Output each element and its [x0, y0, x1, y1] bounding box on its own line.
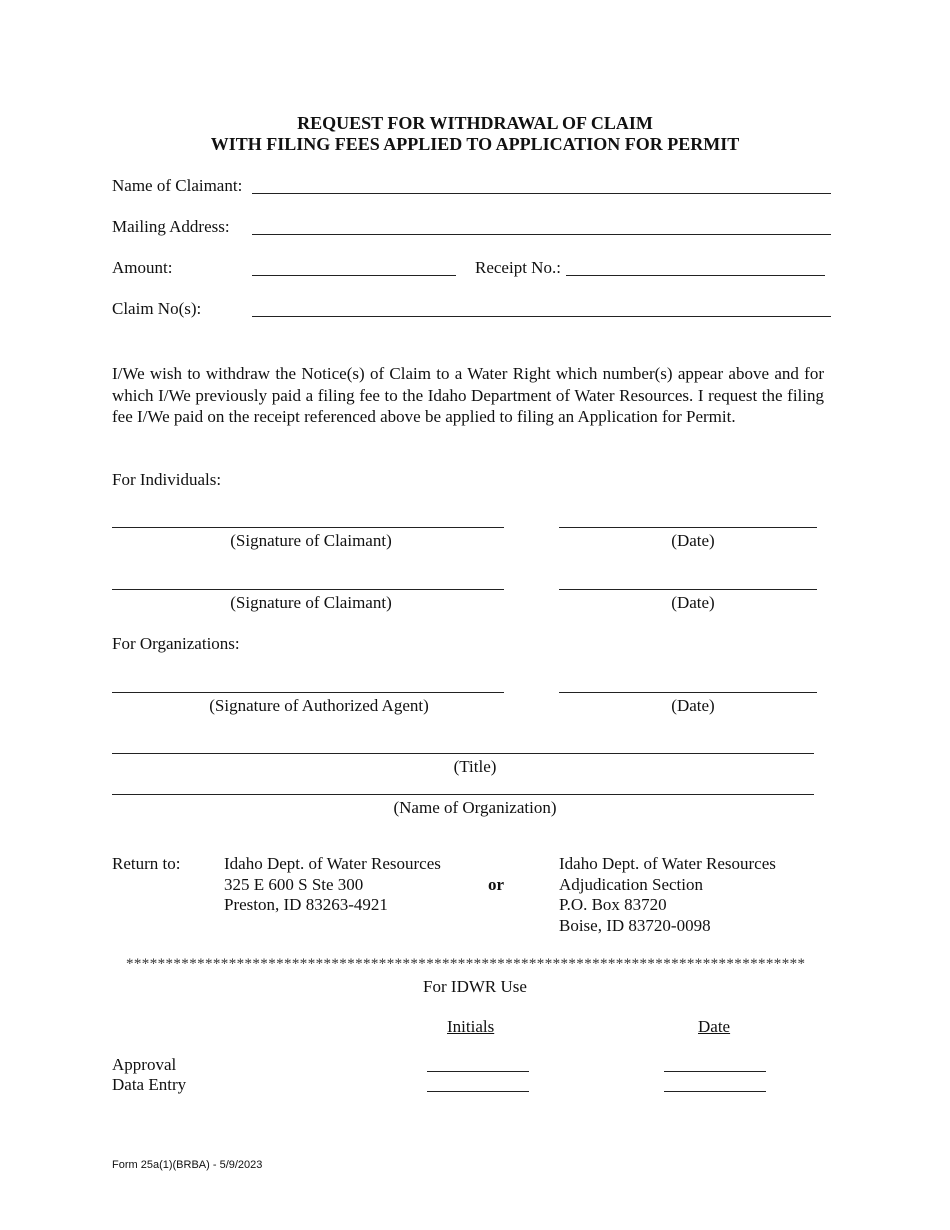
- return-to-label: Return to:: [112, 854, 181, 873]
- initials-column-header: Initials: [447, 1017, 495, 1036]
- receipt-no-field[interactable]: [566, 275, 825, 276]
- agent-date-line[interactable]: [559, 692, 817, 693]
- mailing-address-label: Mailing Address:: [112, 217, 230, 236]
- data-entry-row-label: Data Entry: [112, 1075, 187, 1094]
- agent-signature-line[interactable]: [112, 692, 504, 693]
- claimant-signature-label-2: (Signature of Claimant): [230, 593, 392, 612]
- individuals-heading: For Individuals:: [112, 470, 222, 489]
- data-entry-initials-line[interactable]: [427, 1091, 529, 1092]
- address-line: Adjudication Section: [559, 874, 704, 894]
- claimant-signature-line-2[interactable]: [112, 589, 504, 590]
- data-entry-date-line[interactable]: [664, 1091, 766, 1092]
- form-title-line1: REQUEST FOR WITHDRAWAL OF CLAIM: [297, 113, 653, 133]
- organization-name-line[interactable]: [112, 794, 814, 795]
- claimant-name-label: Name of Claimant:: [112, 176, 243, 195]
- address-line: Idaho Dept. of Water Resources: [559, 854, 776, 873]
- agent-signature-label: (Signature of Authorized Agent): [209, 696, 429, 715]
- asterisk-separator: **************************************************************************************: [126, 956, 806, 972]
- claim-nos-field[interactable]: [252, 316, 831, 317]
- agent-date-label: (Date): [671, 696, 715, 715]
- claimant-signature-label-1: (Signature of Claimant): [230, 531, 392, 550]
- claimant-signature-line-1[interactable]: [112, 527, 504, 528]
- claimant-name-field[interactable]: [252, 193, 831, 194]
- organization-name-label: (Name of Organization): [393, 798, 557, 817]
- amount-label: Amount:: [112, 258, 173, 277]
- claimant-date-line-1[interactable]: [559, 527, 817, 528]
- form-number: Form 25a(1)(BRBA) - 5/9/2023: [112, 1159, 263, 1171]
- claimant-date-label-2: (Date): [671, 593, 715, 612]
- address-line: Boise, ID 83720-0098: [559, 915, 711, 935]
- address-line: Idaho Dept. of Water Resources: [224, 854, 441, 873]
- title-label: (Title): [453, 757, 497, 776]
- preston-office-address: [224, 854, 441, 916]
- date-column-header: Date: [698, 1017, 731, 1036]
- claimant-date-line-2[interactable]: [559, 589, 817, 590]
- approval-date-line[interactable]: [664, 1071, 766, 1072]
- boise-office-address: [559, 854, 776, 936]
- approval-initials-line[interactable]: [427, 1071, 529, 1072]
- address-line: 325 E 600 S Ste 300: [224, 874, 364, 894]
- receipt-no-label: Receipt No.:: [475, 258, 561, 277]
- address-line: P.O. Box 83720: [559, 895, 667, 914]
- address-line: Preston, ID 83263-4921: [224, 895, 388, 914]
- withdrawal-statement: I/We wish to withdraw the Notice(s) of Claim to a Water Right which number(s) appear above and for which I/We previously paid a filing fee to the Idaho Department of Water Resources. I request the filing fee I/We paid on the receipt referenced above be applied to filing an Application for Permit.: [112, 364, 824, 426]
- form-title-line2: WITH FILING FEES APPLIED TO APPLICATION FOR PERMIT: [210, 134, 740, 154]
- organizations-heading: For Organizations:: [112, 634, 240, 653]
- title-line[interactable]: [112, 753, 814, 754]
- claimant-date-label-1: (Date): [671, 531, 715, 550]
- mailing-address-field[interactable]: [252, 234, 831, 235]
- or-label: or: [488, 875, 505, 894]
- approval-row-label: Approval: [112, 1055, 177, 1074]
- office-use-heading: For IDWR Use: [423, 977, 527, 996]
- claim-nos-label: Claim No(s):: [112, 299, 202, 318]
- amount-field[interactable]: [252, 275, 456, 276]
